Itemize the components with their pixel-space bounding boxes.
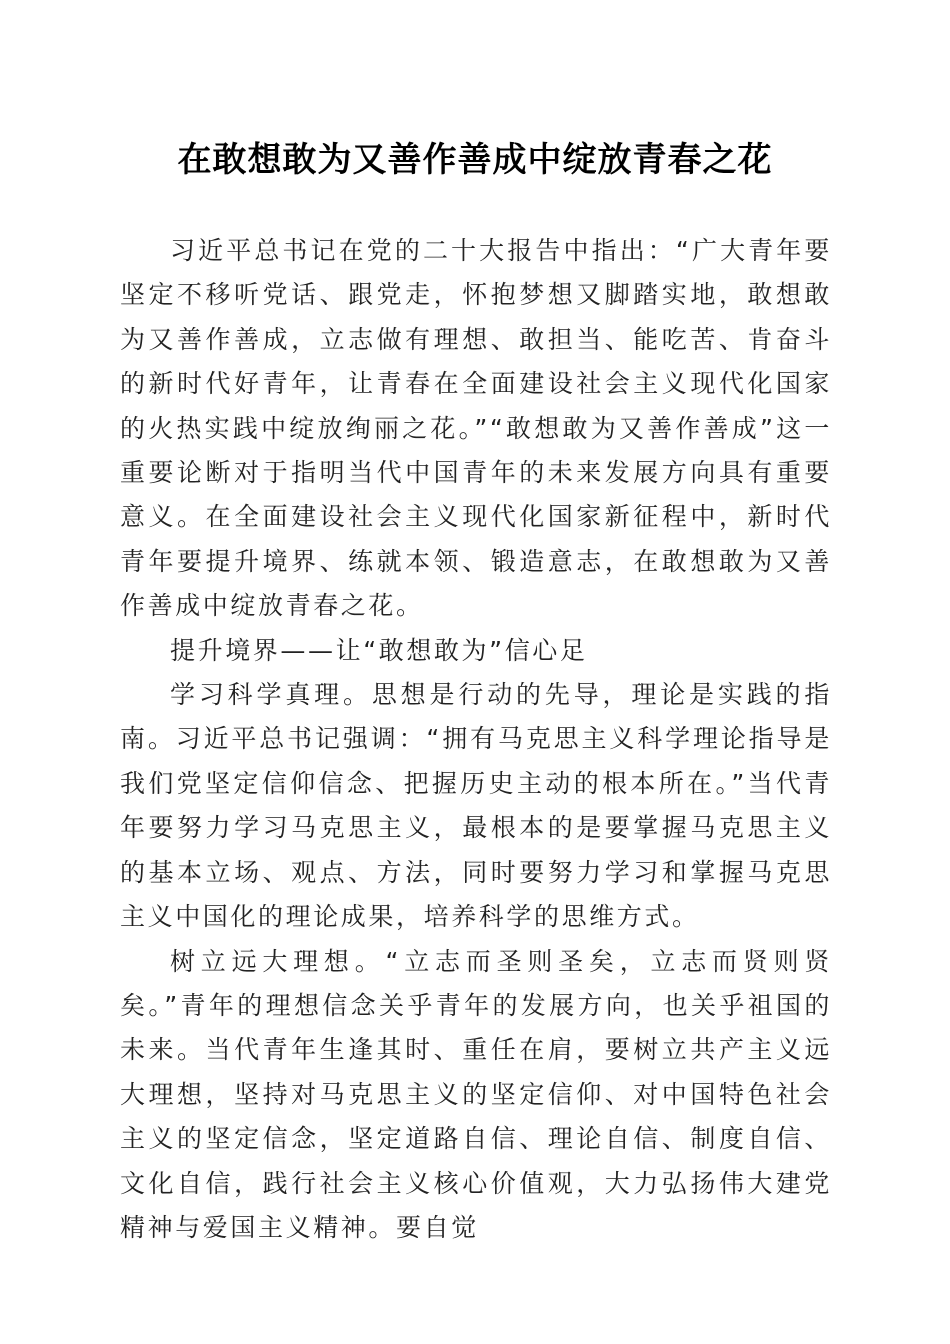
paragraph-ideals: 树立远大理想。“立志而圣则圣矣，立志而贤则贤矣。”青年的理想信念关乎青年的发展方向，也关乎祖国的未来。当代青年生逢其时、重任在肩，要树立共产主义远大理想，坚持对马克思主义的坚定信仰、对中国特色社会主义的坚定信念，坚定道路自信、理论自信、制度自信、文化自信，践行社会主义核心价值观，大力弘扬伟大建党精神与爱国主义精神。要自觉: [120, 946, 832, 1242]
document-title: 在敢想敢为又善作善成中绽放青春之花: [177, 140, 773, 180]
paragraph-intro: 习近平总书记在党的二十大报告中指出：“广大青年要坚定不移听党话、跟党走，怀抱梦想又脚踏实地，敢想敢为又善作善成，立志做有理想、敢担当、能吃苦、肯奋斗的新时代好青年，让青春在全面建设社会主义现代化国家的火热实践中绽放绚丽之花。”“敢想敢为又善作善成”这一重要论断对于指明当代中国青年的未来发展方向具有重要意义。在全面建设社会主义现代化国家新征程中，新时代青年要提升境界、练就本领、锻造意志，在敢想敢为又善作善成中绽放青春之花。: [120, 236, 832, 621]
section-heading: 提升境界——让“敢想敢为”信心足: [170, 635, 588, 665]
paragraph-study-truth: 学习科学真理。思想是行动的先导，理论是实践的指南。习近平总书记强调：“拥有马克思主义科学理论指导是我们党坚定信仰信念、把握历史主动的根本所在。”当代青年要努力学习马克思主义，最根本的是要掌握马克思主义的基本立场、观点、方法，同时要努力学习和掌握马克思主义中国化的理论成果，培养科学的思维方式。: [120, 680, 832, 932]
document-body: [120, 229, 832, 1250]
